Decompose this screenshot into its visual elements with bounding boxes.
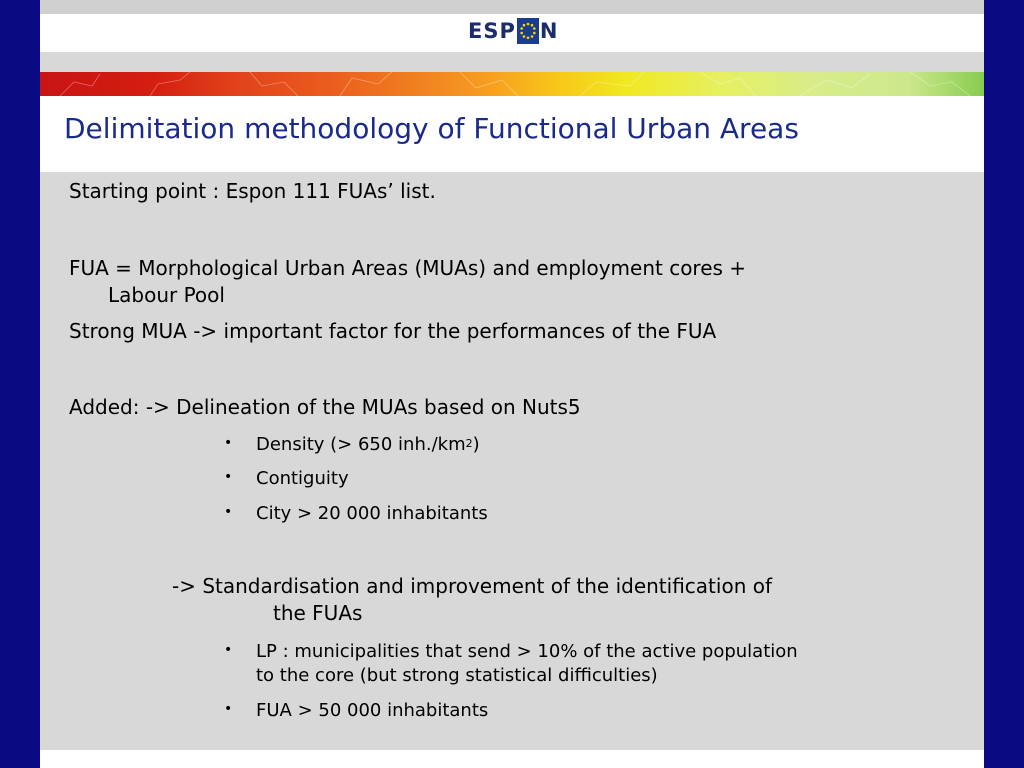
bullet-lp-line2: to the core (but strong statistical difficulties) — [256, 665, 658, 686]
bullet-marker: • — [224, 469, 233, 485]
fua-definition-line1: FUA = Morphological Urban Areas (MUAs) and employment cores + — [69, 256, 747, 280]
left-frame — [0, 0, 40, 768]
logo-text-left: ESP — [468, 19, 516, 43]
slide-title: Delimitation methodology of Functional Urban Areas — [64, 112, 799, 145]
bullet-marker: • — [224, 701, 233, 717]
right-frame — [984, 0, 1024, 768]
bullet-lp-line1: LP : municipalities that send > 10% of the active population — [256, 641, 798, 662]
standardisation-line1: -> Standardisation and improvement of the identification of — [172, 574, 772, 598]
bullet-density — [256, 432, 480, 457]
starting-point-text: Starting point : Espon 111 FUAs’ list. — [69, 179, 436, 203]
map-boundaries — [40, 72, 984, 96]
bullet-marker: • — [224, 504, 233, 520]
bullet-city-size: City > 20 000 inhabitants — [256, 503, 488, 524]
bullet-marker: • — [224, 435, 233, 451]
bullet-density-sup: 2 — [465, 437, 473, 450]
bullet-density-text: Density (> 650 inh./km — [256, 434, 466, 455]
bullet-marker: • — [224, 642, 233, 658]
logo-text-right: N — [539, 19, 559, 43]
standardisation-line2: the FUAs — [273, 601, 363, 625]
eu-stars-icon — [517, 18, 539, 44]
map-strip — [40, 52, 984, 72]
bullet-density-tail: ) — [472, 434, 480, 455]
bullet-fua-size: FUA > 50 000 inhabitants — [256, 700, 489, 721]
slide — [40, 0, 984, 768]
added-text: Added: -> Delineation of the MUAs based on Nuts5 — [69, 395, 581, 419]
top-strip — [40, 0, 984, 14]
bullet-contiguity: Contiguity — [256, 468, 349, 489]
fua-definition-line2: Labour Pool — [108, 283, 225, 307]
bottom-strip — [40, 750, 984, 768]
logo-wordmark — [468, 16, 558, 46]
strong-mua-text: Strong MUA -> important factor for the performances of the FUA — [69, 319, 717, 343]
